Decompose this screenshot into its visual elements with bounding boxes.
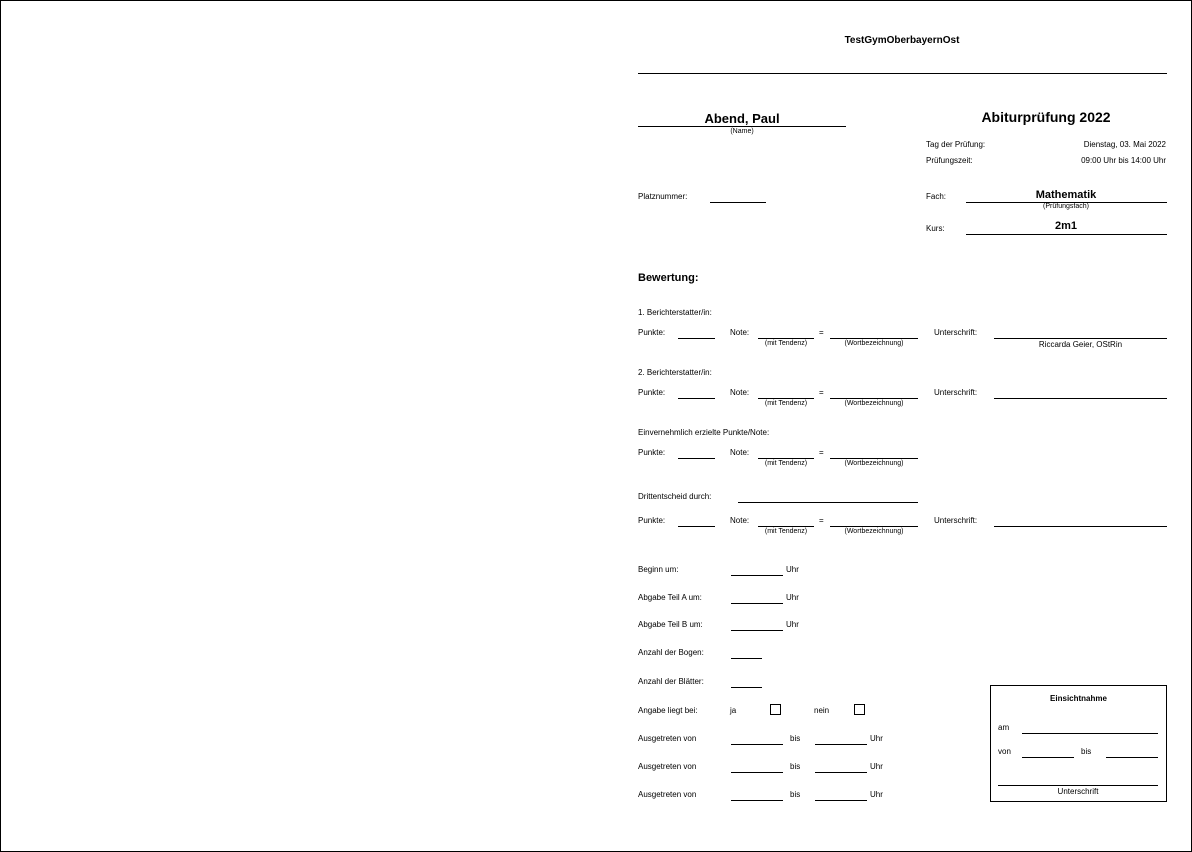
inspection-signature-field[interactable] xyxy=(998,785,1158,786)
section-1-title: 1. Berichterstatter/in: xyxy=(638,308,712,317)
word-caption: (Wortbezeichnung) xyxy=(844,340,904,347)
inspection-on-label: am xyxy=(998,723,1010,732)
sheets-count-field[interactable] xyxy=(731,658,762,659)
inspection-until-label: bis xyxy=(1081,747,1092,756)
uhr-label: Uhr xyxy=(870,762,883,771)
part-b-label: Abgabe Teil B um: xyxy=(638,620,703,629)
grade-label: Note: xyxy=(730,388,750,397)
exam-time-value: 09:00 Uhr bis 14:00 Uhr xyxy=(1081,156,1166,165)
grade-label: Note: xyxy=(730,516,750,525)
name-caption: (Name) xyxy=(730,128,754,135)
equals-sign: = xyxy=(819,448,824,457)
word-grade-field[interactable] xyxy=(830,458,918,459)
section-2-title: 2. Berichterstatter/in: xyxy=(638,368,712,377)
signature-label: Unterschrift: xyxy=(934,388,978,397)
section-3-title: Einvernehmlich erzielte Punkte/Note: xyxy=(638,428,770,437)
inspection-title: Einsichtnahme xyxy=(1050,694,1107,703)
sheets-count-label: Anzahl der Bogen: xyxy=(638,648,704,657)
course-line xyxy=(966,234,1167,235)
left-from-field[interactable] xyxy=(731,800,783,801)
equals-sign: = xyxy=(819,516,824,525)
word-caption: (Wortbezeichnung) xyxy=(844,528,904,535)
left-until-field[interactable] xyxy=(815,772,867,773)
part-a-field[interactable] xyxy=(731,603,783,604)
equals-sign: = xyxy=(819,388,824,397)
exam-date-value: Dienstag, 03. Mai 2022 xyxy=(1083,140,1166,149)
word-grade-field[interactable] xyxy=(830,338,918,339)
grade-field[interactable] xyxy=(758,398,814,399)
tendency-caption: (mit Tendenz) xyxy=(764,340,808,347)
inspection-date-field[interactable] xyxy=(1022,733,1158,734)
left-until-field[interactable] xyxy=(815,744,867,745)
inspection-from-field[interactable] xyxy=(1022,757,1074,758)
begin-label: Beginn um: xyxy=(638,565,679,574)
course-label: Kurs: xyxy=(926,224,945,233)
uhr-label: Uhr xyxy=(870,734,883,743)
grade-label: Note: xyxy=(730,448,750,457)
points-field[interactable] xyxy=(678,526,715,527)
tendency-caption: (mit Tendenz) xyxy=(764,460,808,467)
seat-label: Platznummer: xyxy=(638,192,688,201)
grade-field[interactable] xyxy=(758,458,814,459)
student-name: Abend, Paul xyxy=(704,111,780,126)
signature-label: Unterschrift: xyxy=(934,328,978,337)
pages-count-label: Anzahl der Blätter: xyxy=(638,677,704,686)
subject-label: Fach: xyxy=(926,192,947,201)
pages-count-field[interactable] xyxy=(731,687,762,688)
points-field[interactable] xyxy=(678,458,715,459)
tendency-caption: (mit Tendenz) xyxy=(764,400,808,407)
left-room-label: Ausgetreten von xyxy=(638,790,697,799)
subject-caption: (Prüfungsfach) xyxy=(1043,203,1089,210)
signature-label: Unterschrift: xyxy=(934,516,978,525)
equals-sign: = xyxy=(819,328,824,337)
grade-label: Note: xyxy=(730,328,750,337)
until-label: bis xyxy=(790,762,801,771)
signature-field[interactable] xyxy=(994,338,1167,339)
points-label: Punkte: xyxy=(638,388,666,397)
left-until-field[interactable] xyxy=(815,800,867,801)
grading-heading: Bewertung: xyxy=(638,272,699,284)
school-name: TestGymOberbayernOst xyxy=(844,35,960,46)
points-field[interactable] xyxy=(678,398,715,399)
points-label: Punkte: xyxy=(638,448,666,457)
grade-field[interactable] xyxy=(758,338,814,339)
inspection-signature-label: Unterschrift xyxy=(1057,787,1099,796)
inspection-from-label: von xyxy=(998,747,1011,756)
signature-field[interactable] xyxy=(994,398,1167,399)
until-label: bis xyxy=(790,734,801,743)
tendency-caption: (mit Tendenz) xyxy=(764,528,808,535)
no-checkbox[interactable] xyxy=(854,704,865,715)
part-b-field[interactable] xyxy=(731,630,783,631)
exam-time-label: Prüfungszeit: xyxy=(926,156,973,165)
uhr-label: Uhr xyxy=(786,620,799,629)
word-grade-field[interactable] xyxy=(830,398,918,399)
left-from-field[interactable] xyxy=(731,772,783,773)
third-decision-label: Drittentscheid durch: xyxy=(638,492,712,501)
attached-label: Angabe liegt bei: xyxy=(638,706,698,715)
points-field[interactable] xyxy=(678,338,715,339)
header-divider xyxy=(638,73,1167,74)
points-label: Punkte: xyxy=(638,328,666,337)
exam-date-label: Tag der Prüfung: xyxy=(926,140,986,149)
word-grade-field[interactable] xyxy=(830,526,918,527)
uhr-label: Uhr xyxy=(870,790,883,799)
begin-field[interactable] xyxy=(731,575,783,576)
yes-checkbox[interactable] xyxy=(770,704,781,715)
grade-field[interactable] xyxy=(758,526,814,527)
third-decision-field[interactable] xyxy=(738,502,918,503)
uhr-label: Uhr xyxy=(786,565,799,574)
signer-name: Riccarda Geier, OStRin xyxy=(1038,340,1123,349)
exam-title: Abiturprüfung 2022 xyxy=(981,109,1111,125)
yes-label: ja xyxy=(730,706,737,715)
name-line xyxy=(638,126,846,127)
word-caption: (Wortbezeichnung) xyxy=(844,460,904,467)
subject-value: Mathematik xyxy=(1035,189,1097,201)
uhr-label: Uhr xyxy=(786,593,799,602)
course-value: 2m1 xyxy=(1054,220,1078,232)
inspection-until-field[interactable] xyxy=(1106,757,1158,758)
no-label: nein xyxy=(814,706,830,715)
seat-field[interactable] xyxy=(710,202,766,203)
until-label: bis xyxy=(790,790,801,799)
points-label: Punkte: xyxy=(638,516,666,525)
left-room-label: Ausgetreten von xyxy=(638,762,697,771)
word-caption: (Wortbezeichnung) xyxy=(844,400,904,407)
part-a-label: Abgabe Teil A um: xyxy=(638,593,702,602)
left-from-field[interactable] xyxy=(731,744,783,745)
left-room-label: Ausgetreten von xyxy=(638,734,697,743)
signature-field[interactable] xyxy=(994,526,1167,527)
